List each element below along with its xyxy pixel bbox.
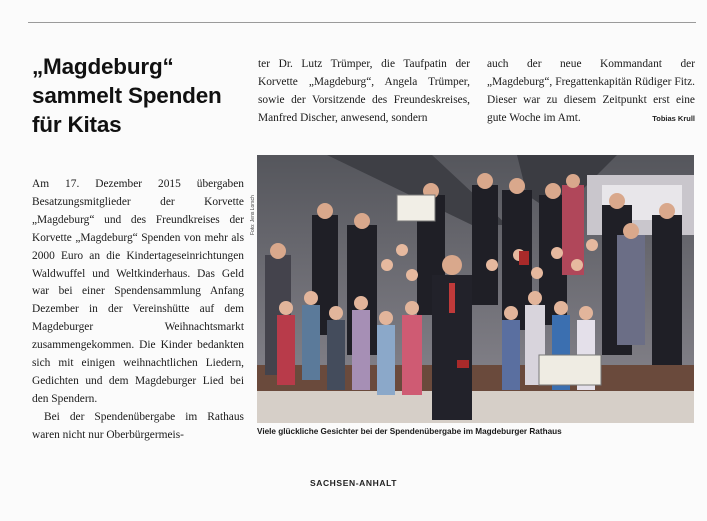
author-byline: Tobias Krull (652, 114, 695, 123)
article-column-3: auch der neue Kommandant der „Magdeburg“, Fregattenkapitän Rüdiger Fitz. Dieser war zu diesem Zeitpunkt erst eine gute Woche im Amt. (487, 58, 695, 124)
article-column-1 (32, 176, 244, 445)
group-photo-illustration (257, 155, 694, 423)
article-paragraph-1: Am 17. Dezember 2015 übergaben Besatzungsmitglieder der Korvette „Magdeburg“ und des Freundkreises der Korvette „Magdeburg“ Spenden von mehr als 2000 Euro an die Kindertageseinrichtungen Waldwuffel und Weltkinderhaus. Das Geld war bei einer Spendensammlung Anfang Dezember in der Vereinshütte auf dem Magdeburger Weihnachtsmarkt zusammengekommen. Die Kinder bedankten sich mit einigen weihnachtlichen Liedern, Gedichten und dem Magdeburger Lied bei den Spendern. (32, 178, 244, 405)
photo-credit: Foto: Jens Lorsch (250, 195, 256, 235)
article-column-2: ter Dr. Lutz Trümper, die Taufpatin der Korvette „Magdeburg“, Angela Trümper, sowie der Vorsitzende des Freundeskreises, Manfred Discher, anwesend, sondern (258, 58, 470, 124)
section-footer: SACHSEN-ANHALT (309, 478, 398, 488)
article-paragraph-2: Bei der Spendenübergabe im Rathaus waren nicht nur Oberbürgermeis- (32, 410, 244, 441)
group-photo (257, 155, 694, 423)
photo-caption: Viele glückliche Gesichter bei der Spendenübergabe im Magdeburger Rathaus (257, 427, 562, 436)
article-headline: „Magdeburg“ sammelt Spenden für Kitas (32, 54, 222, 137)
top-rule (28, 22, 696, 23)
